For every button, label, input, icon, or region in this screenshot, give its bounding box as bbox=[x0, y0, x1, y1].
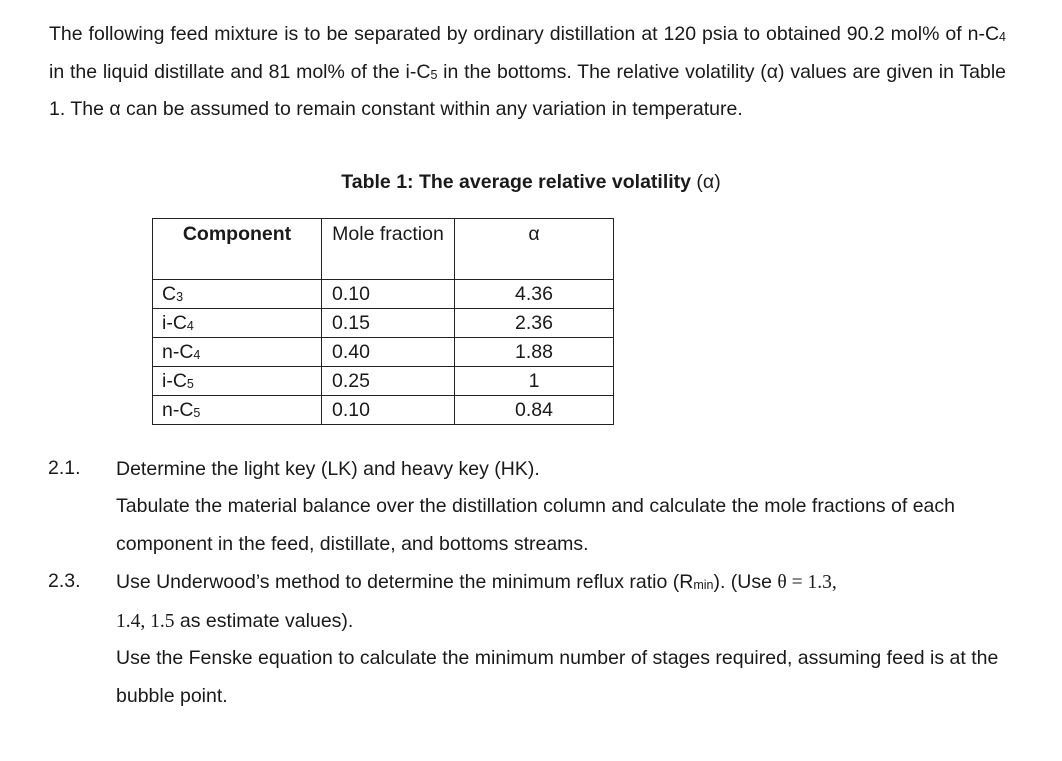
q3-theta: θ = 1.3, bbox=[777, 572, 837, 593]
q3-text-b: ). (Use bbox=[713, 571, 778, 593]
component-subscript: 4 bbox=[186, 319, 194, 333]
component-cell bbox=[153, 338, 322, 367]
component-subscript: 5 bbox=[186, 377, 194, 391]
table-row bbox=[153, 367, 614, 396]
mole-fraction-cell: 0.15 bbox=[322, 309, 455, 338]
question-2-1-text: Determine the light key (LK) and heavy key (HK). bbox=[116, 458, 540, 480]
alpha-cell: 2.36 bbox=[455, 309, 614, 338]
component-cell bbox=[153, 280, 322, 309]
table-row bbox=[153, 280, 614, 309]
component-cell bbox=[153, 396, 322, 425]
intro-sub-1: 4 bbox=[999, 30, 1006, 44]
component-name: C bbox=[162, 283, 177, 305]
component-subscript: 4 bbox=[193, 348, 201, 362]
intro-text-2: in the liquid distillate and 81 mol% of the i-C bbox=[49, 60, 431, 83]
mole-fraction-cell: 0.25 bbox=[322, 367, 455, 396]
volatility-table-container bbox=[152, 218, 614, 425]
q3-subscript: min bbox=[693, 578, 714, 592]
alpha-cell: 1 bbox=[455, 367, 614, 396]
question-2-1-number: 2.1. bbox=[48, 457, 81, 479]
mole-fraction-cell: 0.10 bbox=[322, 280, 455, 309]
question-2-3-number: 2.3. bbox=[48, 570, 81, 592]
alpha-cell: 0.84 bbox=[455, 396, 614, 425]
question-2-3-text bbox=[116, 563, 1006, 641]
intro-text-1: The following feed mixture is to be separated by ordinary distillation at 120 psia to obtained 90.2 mol% of n-C bbox=[49, 23, 1000, 45]
table-caption-symbol: (α) bbox=[691, 171, 721, 193]
q3-text-c: as estimate values). bbox=[174, 610, 354, 632]
table-caption bbox=[0, 166, 1062, 198]
question-2-4-text: Use the Fenske equation to calculate the minimum number of stages required, assuming feed is at the bubble point. bbox=[116, 647, 999, 707]
table-row bbox=[153, 338, 614, 367]
component-subscript: 3 bbox=[176, 290, 184, 304]
header-alpha: α bbox=[455, 219, 614, 280]
component-name: i-C bbox=[162, 312, 187, 334]
table-caption-title: Table 1: The average relative volatility bbox=[341, 171, 692, 193]
alpha-cell: 4.36 bbox=[455, 280, 614, 309]
intro-paragraph bbox=[49, 16, 1006, 129]
component-name: i-C bbox=[162, 370, 187, 392]
component-name: n-C bbox=[162, 341, 194, 363]
table-header-row bbox=[153, 219, 614, 280]
mole-fraction-cell: 0.40 bbox=[322, 338, 455, 367]
component-name: n-C bbox=[162, 399, 194, 421]
intro-text-3: in the bottoms. The relative volatility (α) values are given in Table 1. The α can be assumed to remain constant within any variation in temperature. bbox=[49, 60, 1006, 120]
component-cell bbox=[153, 309, 322, 338]
q3-estimates: 1.4, 1.5 bbox=[116, 611, 175, 632]
intro-sub-2: 5 bbox=[430, 67, 438, 82]
mole-fraction-cell: 0.10 bbox=[322, 396, 455, 425]
table-row bbox=[153, 309, 614, 338]
volatility-table bbox=[152, 218, 614, 425]
component-subscript: 5 bbox=[193, 406, 201, 420]
question-2-2-text: Tabulate the material balance over the distillation column and calculate the mole fractions of each component in the feed, distillate, and bottoms streams. bbox=[116, 495, 955, 555]
table-row bbox=[153, 396, 614, 425]
component-cell bbox=[153, 367, 322, 396]
q3-text-a: Use Underwood’s method to determine the minimum reflux ratio (R bbox=[116, 571, 694, 593]
header-component: Component bbox=[153, 219, 322, 280]
alpha-cell: 1.88 bbox=[455, 338, 614, 367]
header-mole-fraction: Mole fraction bbox=[322, 219, 455, 280]
